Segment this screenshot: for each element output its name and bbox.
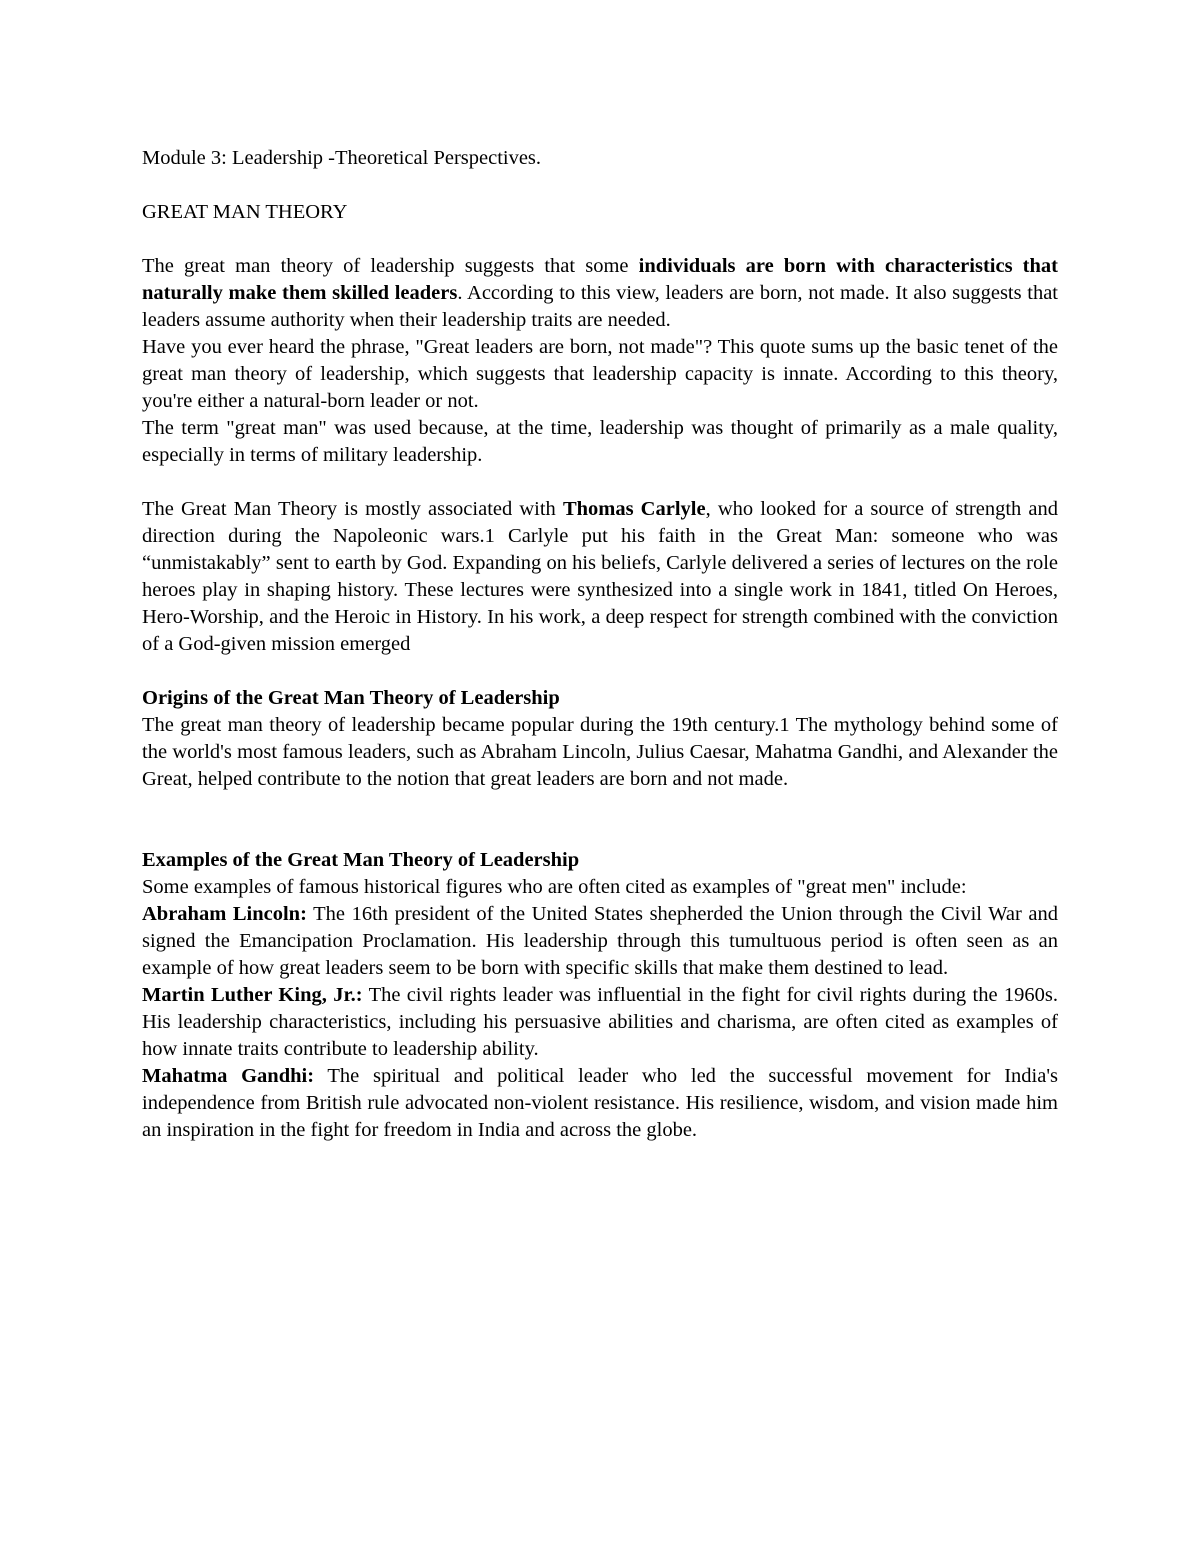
example-text-king: The civil rights leader was influential in the fight for civil rights during the 1960s. His leadership characteristics, including his persuasive abilities and charisma, are often cited as examples of how innate traits contribute to leadership ability. xyxy=(142,984,1059,1060)
document-page xyxy=(142,145,1058,1144)
example-name-king: Martin Luther King, Jr.: xyxy=(142,984,363,1006)
origins-paragraph: The great man theory of leadership became popular during the 19th century.1 The mythology behind some of the world's most famous leaders, such as Abraham Lincoln, Julius Caesar, Mahatma Gandhi, and Alexander the Great, helped contribute to the notion that great leaders are born and not made. xyxy=(142,714,1058,790)
intro-paragraph-1-end: . According to this view, leaders are born, not made. It also suggests that leaders assume authority when their leadership traits are needed. xyxy=(142,282,1058,331)
intro-paragraph-1-bold: individuals are born with characteristics that naturally make them skilled leaders xyxy=(142,255,1058,304)
examples-heading xyxy=(142,847,1058,874)
intro-paragraph-1-start: The great man theory of leadership suggests that some xyxy=(142,255,639,277)
module-title: Module 3: Leadership -Theoretical Perspectives. xyxy=(142,147,542,169)
carlyle-paragraph-end: , who looked for a source of strength and direction during the Napoleonic wars.1 Carlyle put his faith in the Great Man: someone who was “unmistakably” sent to earth by God. Expanding on his beliefs, Carlyle delivered a series of lectures on the role heroes play in shaping history. These lectures were synthesized into a single work in 1841, titled On Heroes, Hero-Worship, and the Heroic in History. In his work, a deep respect for strength combined with the conviction of a God-given mission emerged xyxy=(142,498,1058,655)
example-name-gandhi: Mahatma Gandhi: xyxy=(142,1065,315,1087)
examples-intro: Some examples of famous historical figures who are often cited as examples of "great men" include: xyxy=(142,876,967,898)
examples-heading-text: Examples of the Great Man Theory of Leadership xyxy=(142,849,580,871)
example-item-lincoln xyxy=(142,901,1058,982)
intro-paragraph-2: Have you ever heard the phrase, "Great leaders are born, not made"? This quote sums up the basic tenet of the great man theory of leadership, which suggests that leadership capacity is innate. According to this theory, you're either a natural-born leader or not. xyxy=(142,336,1058,412)
carlyle-paragraph-start: The Great Man Theory is mostly associated with xyxy=(142,498,563,520)
intro-paragraph-1 xyxy=(142,253,1058,334)
example-text-lincoln: The 16th president of the United States shepherded the Union through the Civil War and signed the Emancipation Proclamation. His leadership through this tumultuous period is often seen as an example of how great leaders seem to be born with specific skills that make them destined to lead. xyxy=(142,903,1059,979)
example-item-gandhi xyxy=(142,1063,1058,1144)
example-item-king xyxy=(142,982,1058,1063)
example-text-gandhi: The spiritual and political leader who led the successful movement for India's independence from British rule advocated non-violent resistance. His resilience, wisdom, and vision made him an inspiration in the fight for freedom in India and across the globe. xyxy=(142,1065,1059,1141)
origins-heading xyxy=(142,685,1058,712)
intro-paragraph-3: The term "great man" was used because, at the time, leadership was thought of primarily as a male quality, especially in terms of military leadership. xyxy=(142,417,1058,466)
origins-heading-text: Origins of the Great Man Theory of Leadership xyxy=(142,687,560,709)
carlyle-paragraph xyxy=(142,496,1058,658)
section-title xyxy=(142,199,1058,226)
example-name-lincoln: Abraham Lincoln: xyxy=(142,903,307,925)
carlyle-name: Thomas Carlyle xyxy=(562,498,706,520)
section-title-text: GREAT MAN THEORY xyxy=(142,201,348,223)
